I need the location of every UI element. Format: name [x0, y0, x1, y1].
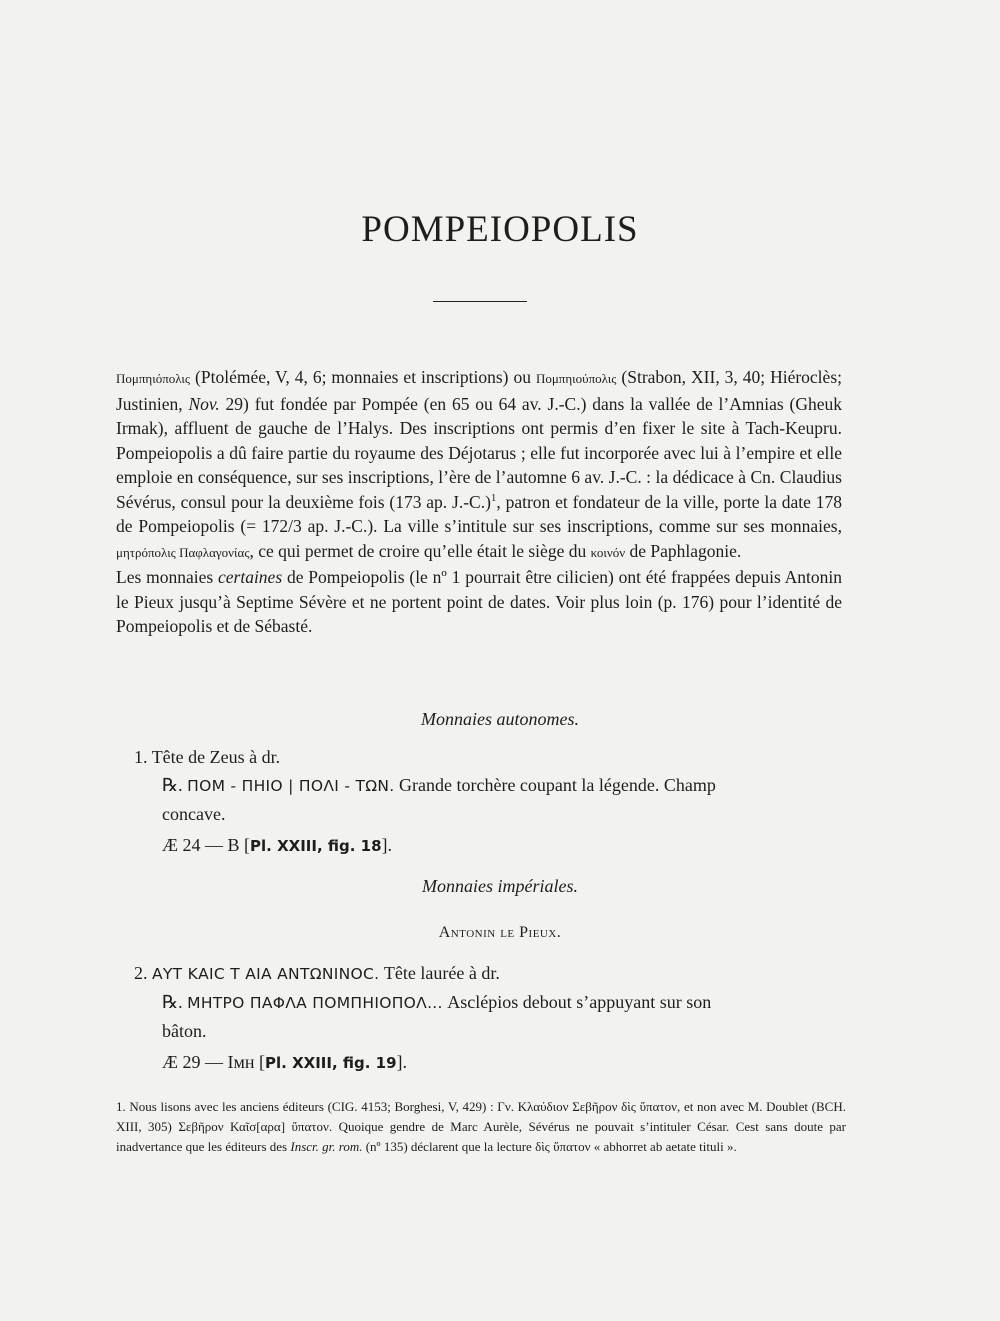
reverse-description: Grande torchère coupant la légende. Champ — [394, 775, 716, 795]
footnote-italic: Inscr. gr. rom. — [290, 1139, 363, 1154]
footnote-greek-3: δὶς ὕπατον — [535, 1139, 591, 1154]
intro-paragraph — [116, 365, 842, 639]
bracket-close: ]. — [381, 835, 393, 855]
intro-text-3: XII, 3, 40; Hiéroclès; Justinien, — [116, 367, 842, 414]
intro-italic-nov: Nov. — [188, 393, 220, 414]
entry-number: 1. — [134, 747, 148, 767]
bracket-close: ]. — [396, 1052, 408, 1072]
obverse-legend: ΑΥΤ ΚΑΙϹ Τ ΑΙΑ ΑΝΤΩΝΙΝΟϹ. — [152, 965, 380, 983]
footnote-text-2: et non avec M. Doublet (BCH. XIII, 305) — [116, 1099, 846, 1134]
footnote-greek-2: Σεβῆρον Καῖσ[αρα] ὕπατον. — [178, 1119, 333, 1134]
para2-italic: certaines — [217, 567, 283, 587]
reverse-mark: ℞. — [162, 775, 183, 795]
reverse-legend: ΜΗΤΡΟ ΠΑΦΛΑ ΠΟΜΠΗΙΟΠΟΛ... — [187, 994, 443, 1012]
intro-text-7: , ce qui permet de croire qu’elle était le siège du — [249, 540, 591, 561]
footnote-text-3: Quoique gendre de Marc Aurèle, Sévérus ne pouvait s’intituler César. Cest sans doute par inadvertance que les éditeurs des — [116, 1119, 846, 1154]
greek-name-2: Πομπηιούπολις — [535, 371, 617, 386]
entry-number: 2. — [134, 963, 148, 983]
intro-text-8: de Paphlagonie. — [625, 540, 742, 561]
coin-entry-1 — [116, 743, 846, 860]
reverse-description: Asclépios debout s’appuyant sur son — [442, 992, 712, 1012]
greek-name-1: Πομπηιόπολις — [116, 371, 191, 386]
reverse-description-cont: bâton. — [162, 1021, 207, 1041]
reverse-description-cont: concave. — [162, 804, 226, 824]
page-title: POMPEIOPOLIS — [361, 209, 639, 250]
plate-reference[interactable]: Pl. XXIII, fig. 19 — [265, 1054, 397, 1072]
obverse-description: Tête laurée à dr. — [379, 963, 500, 983]
intro-text-4: 29) fut fondée par Pompée (en 65 ou 64 av. — [219, 393, 542, 414]
greek-koinon: κοινόν — [590, 544, 626, 560]
footnote-text-1: 1. Nous lisons avec les anciens éditeurs (CIG. 4153; Borghesi, V, 429) : — [116, 1099, 498, 1114]
reverse-mark: ℞. — [162, 992, 183, 1012]
reverse-legend: ΠΟΜ - ΠΗΙΟ | ΠΟΛΙ - ΤΩΝ. — [187, 777, 395, 795]
obverse-description: Tête de Zeus à dr. — [151, 747, 281, 767]
footnote-greek-1: Γν. Κλαύδιον Σεβῆρον δὶς ὕπατον, — [497, 1099, 681, 1114]
intro-text-5: J.-C.) dans la vallée de l’Amnias (Gheuk Irmak), affluent de gauche de l’Halys. Des inscriptions ont permis d’en fixer le site à Tach-Keupru. Pompeiopolis a dû faire partie du royaume des Déjotarus ; elle fut incorporée avec lui à l’empire et elle emploie en conséquence, sur ses inscriptions, l’ère de l’automne 6 av. J.-C. : la dédicace à Cn. Claudius Sévérus, consul pour la deuxième fois (173 ap. J.-C.) — [116, 393, 842, 512]
section-heading-autonomous: Monnaies autonomes. — [421, 709, 579, 729]
footnote-marker[interactable]: 1 — [490, 491, 497, 504]
intro-text-1: (Ptolémée, V, 4, 6; monnaies et inscriptions) ou — [190, 367, 536, 387]
coin-entry-2 — [116, 959, 846, 1077]
title-rule — [433, 301, 527, 302]
footnote-text-5: « abhorret ab aetate tituli ». — [590, 1139, 737, 1154]
section-heading-imperial: Monnaies impériales. — [422, 876, 578, 896]
intro-text-6: , patron et fondateur de la ville, porte la date 178 de Pompeiopolis (= 172/3 ap. J.-C.). La ville s’intitule sur ses inscriptions, comme sur ses monnaies, — [116, 491, 843, 536]
footnote — [116, 1097, 846, 1157]
plate-reference[interactable]: Pl. XXIII, fig. 18 — [250, 837, 382, 855]
emperor-heading: Antonin le Pieux. — [438, 924, 562, 941]
intro-text-2: (Strabon, — [616, 367, 687, 387]
para2-text-1: Les monnaies — [116, 567, 218, 587]
metal-size: Æ 24 — B [ — [162, 835, 251, 855]
footnote-text-4: (nº 135) déclarent que la lecture — [362, 1139, 536, 1154]
para2-text-2: de Pompeiopolis (le nº 1 pourrait être cilicien) ont été frappées depuis Antonin le Pieux jusqu’à Septime Sévère et ne portent point de dates. Voir plus loin (p. 176) pour l’identité de Pompeiopolis et de Sébasté. — [116, 567, 842, 636]
metal-size: Æ 29 — Iмн [ — [162, 1052, 266, 1072]
greek-metropolis: μητρόπολις Παφλαγονίας — [116, 544, 250, 560]
